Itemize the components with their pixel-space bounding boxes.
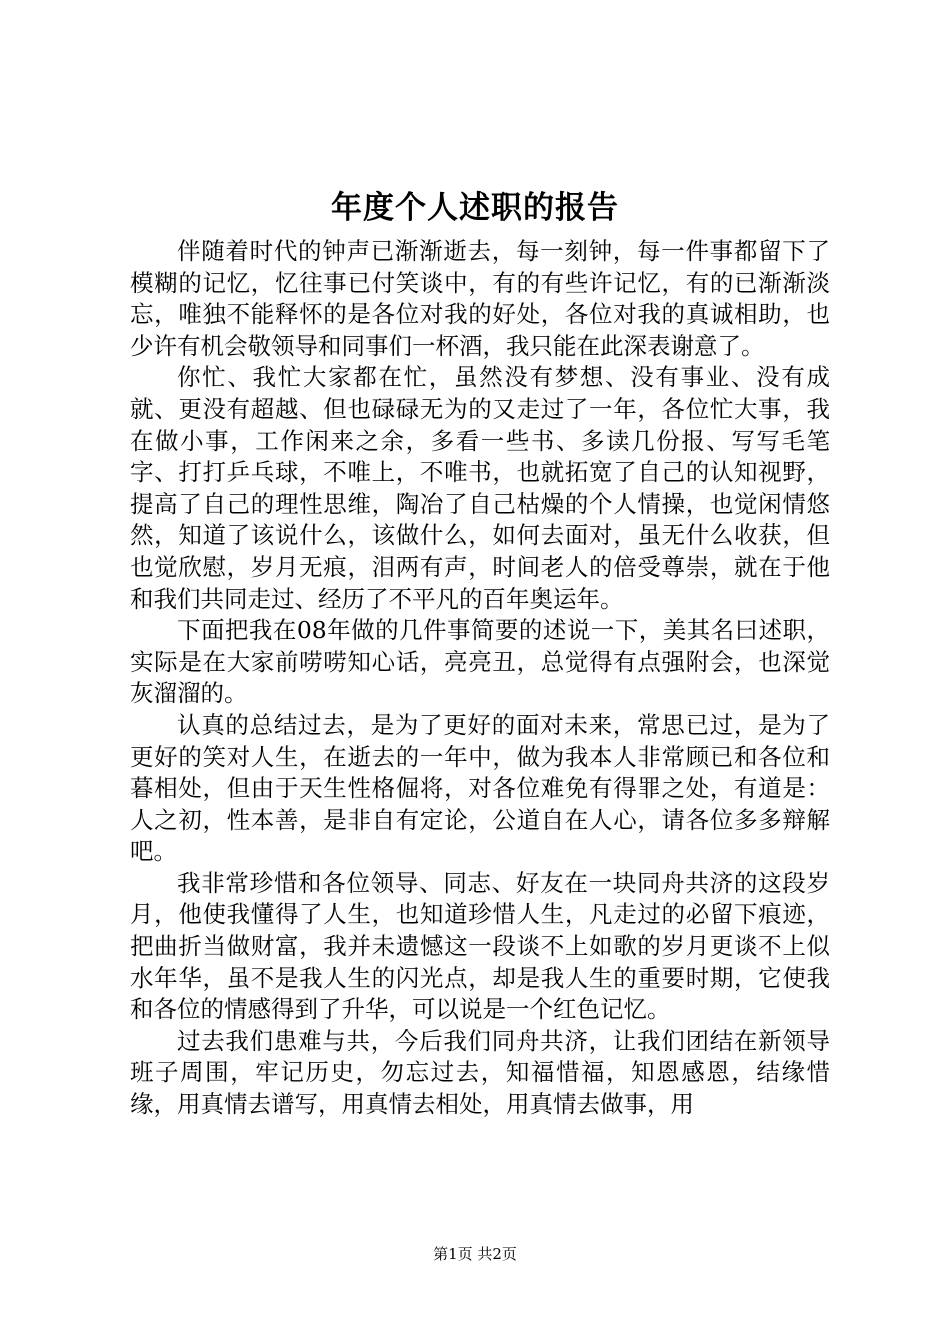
paragraph: 伴随着时代的钟声已渐渐逝去，每一刻钟，每一件事都留下了模糊的记忆，忆往事已付笑谈中，有的有些许记忆，有的已渐渐淡忘，唯独不能释怀的是各位对我的好处，各位对我的真诚相助，也少许有机会敬领导和同事们一杯酒，我只能在此深表谢意了。 bbox=[130, 237, 830, 360]
document-body bbox=[130, 236, 830, 1121]
paragraph: 我非常珍惜和各位领导、同志、好友在一块同舟共济的这段岁月，他使我懂得了人生，也知道珍惜人生，凡走过的必留下痕迹，把曲折当做财富，我并未遗憾这一段谈不上如歌的岁月更谈不上似水年华，虽不是我人生的闪光点，却是我人生的重要时期，它使我和各位的情感得到了升华，可以说是一个红色记忆。 bbox=[130, 868, 830, 1024]
paragraph: 认真的总结过去，是为了更好的面对未来，常思已过，是为了更好的笑对人生，在逝去的一年中，做为我本人非常顾已和各位和暮相处，但由于天生性格倔将，对各位难免有得罪之处，有道是：人之初，性本善，是非自有定论，公道自在人心，请各位多多辩解吧。 bbox=[130, 710, 830, 866]
paragraph: 下面把我在08年做的几件事简要的述说一下，美其名曰述职，实际是在大家前唠唠知心话，亮亮丑，总觉得有点强附会，也深觉灰溜溜的。 bbox=[130, 616, 830, 708]
paragraph: 你忙、我忙大家都在忙，虽然没有梦想、没有事业、没有成就、更没有超越、但也碌碌无为的又走过了一年，各位忙大事，我在做小事，工作闲来之余，多看一些书、多读几份报、写写毛笔字、打打乒乓球，不唯上，不唯书，也就拓宽了自己的认知视野，提高了自己的理性思维，陶冶了自己枯燥的个人情操，也觉闲情悠然，知道了该说什么，该做什么，如何去面对，虽无什么收获，但也觉欣慰，岁月无痕，泪两有声，时间老人的倍受尊崇，就在于他和我们共同走过、经历了不平凡的百年奥运年。 bbox=[130, 363, 830, 613]
document-title: 年度个人述职的报告 bbox=[331, 190, 619, 226]
page-footer: 第1页 共2页 bbox=[433, 1245, 517, 1263]
paragraph: 过去我们患难与共，今后我们同舟共济，让我们团结在新领导班子周围，牢记历史，勿忘过去，知福惜福，知恩感恩，结缘惜缘，用真情去谱写，用真情去相处，用真情去做事，用 bbox=[130, 1026, 830, 1119]
